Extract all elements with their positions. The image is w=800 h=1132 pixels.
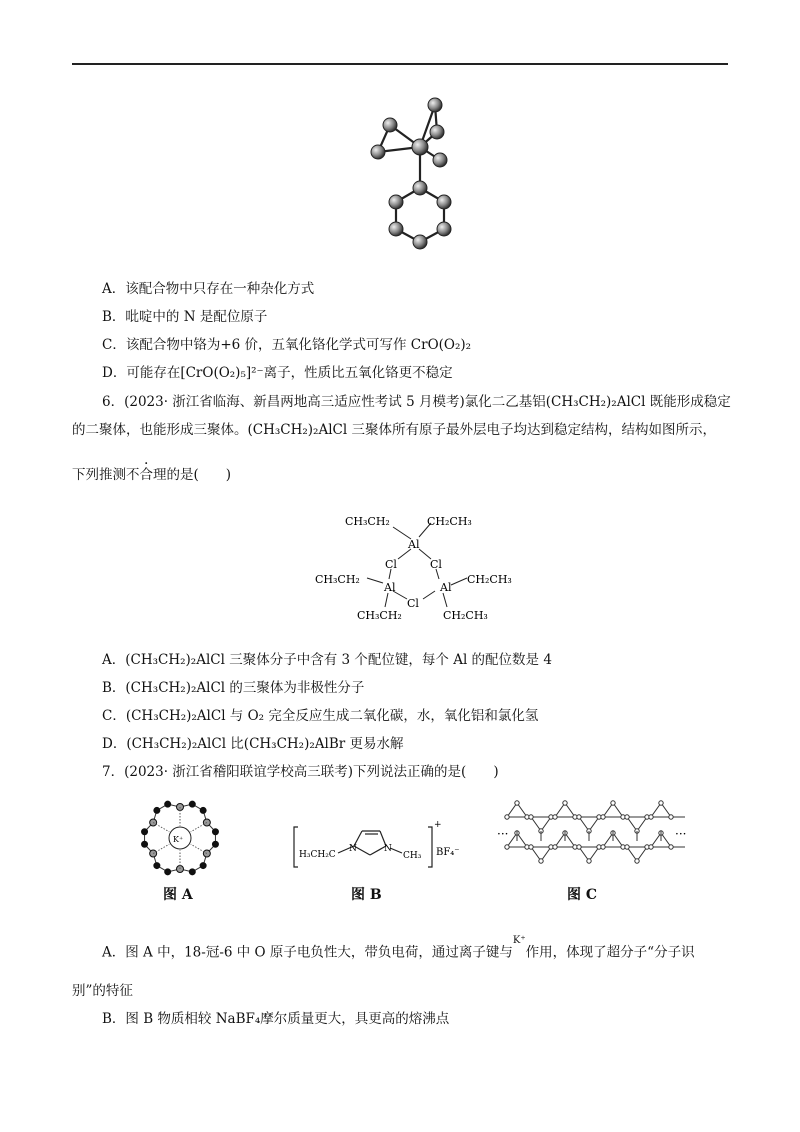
lattice-atom xyxy=(669,815,673,819)
bf4-anion-label: BF₄⁻ xyxy=(436,847,460,858)
lattice-atom xyxy=(669,845,673,849)
q5-option-c: C．该配合物中铬为+6 价，五氧化铬化学式可写作 CrO(O₂)₂ xyxy=(102,337,472,353)
methyl-group-label: CH₃ xyxy=(403,851,422,861)
q7-option-a-line2: 别”的特征 xyxy=(72,983,133,999)
lattice-atom xyxy=(625,845,629,849)
lattice-atom xyxy=(659,801,663,805)
lattice-atom xyxy=(529,815,533,819)
lattice-atom xyxy=(505,815,509,819)
carbon-atom xyxy=(212,841,218,847)
ethyl-label-top-right: CH₂CH₃ xyxy=(427,515,472,528)
emphasis-not-reasonable: 不合理 xyxy=(126,467,167,483)
carbon-atom xyxy=(142,841,148,847)
figure-a-crown-ether xyxy=(130,790,230,890)
lattice-atom xyxy=(649,845,653,849)
al-label-top: Al xyxy=(408,538,420,551)
n2-label: N xyxy=(384,844,392,854)
lattice-atom xyxy=(601,815,605,819)
carbon-atom xyxy=(189,801,195,807)
ethyl-label-bottom-left: CH₃CH₂ xyxy=(357,609,402,622)
ellipsis-left: ··· xyxy=(497,827,509,841)
lattice-atom xyxy=(529,845,533,849)
lattice-atom xyxy=(563,801,567,805)
carbon-atom xyxy=(165,801,171,807)
caption-figure-a: 图 A xyxy=(163,887,193,903)
cation-charge-label: + xyxy=(434,820,442,830)
caption-figure-b: 图 B xyxy=(351,887,382,903)
lattice-atom xyxy=(635,859,639,863)
al-label-right: Al xyxy=(440,581,452,594)
lattice-atom xyxy=(505,845,509,849)
k-ion-label: K⁺ xyxy=(173,835,184,844)
lattice-atom xyxy=(611,801,615,805)
q5-option-a: A．该配合物中只存在一种杂化方式 xyxy=(102,281,315,297)
lattice-atom xyxy=(577,845,581,849)
ethyl-label-top-left: CH₃CH₂ xyxy=(345,515,390,528)
n1-label: N xyxy=(349,844,357,854)
ethyl-label-mid-left: CH₃CH₂ xyxy=(315,573,360,586)
q6-option-d: D．(CH₃CH₂)₂AlCl 比(CH₃CH₂)₂AlBr 更易水解 xyxy=(102,736,404,752)
caption-figure-c: 图 C xyxy=(567,887,598,903)
q6-stem-line2: 的二聚体，也能形成三聚体。(CH₃CH₂)₂AlCl 三聚体所有原子最外层电子均达到稳定结构，结构如图所示， xyxy=(72,422,716,438)
cl-label-left: Cl xyxy=(385,558,397,571)
lattice-atom xyxy=(515,801,519,805)
q7-stem: 7．(2023· 浙江省稽阳联谊学校高三联考)下列说法正确的是( ) xyxy=(102,764,499,780)
cl-label-bottom: Cl xyxy=(407,597,419,610)
lattice-atom xyxy=(539,859,543,863)
figure-c-lattice xyxy=(495,795,695,890)
carbon-atom xyxy=(200,863,206,869)
lattice-atom xyxy=(553,845,557,849)
ethyl-label-bottom-right: CH₂CH₃ xyxy=(443,609,488,622)
header-rule xyxy=(72,63,728,65)
carbon-atom xyxy=(200,807,206,813)
lattice-atom xyxy=(587,859,591,863)
k-ion-superscript: K⁺ xyxy=(512,935,526,946)
ethyl-label-mid-right: CH₂CH₃ xyxy=(467,573,512,586)
lattice-atom xyxy=(553,815,557,819)
chromium-peroxide-pyridine-figure xyxy=(360,92,470,257)
q6-stem-line3: 下列推测不合理的是( ) xyxy=(72,467,232,483)
q5-option-d: D．可能存在[CrO(O₂)₅]²⁻离子，性质比五氧化铬更不稳定 xyxy=(102,365,453,381)
q6-option-b: B．(CH₃CH₂)₂AlCl 的三聚体为非极性分子 xyxy=(102,680,365,696)
al-trimer-structure xyxy=(305,505,525,630)
al-label-left: Al xyxy=(384,581,396,594)
ethyl-group-label: H₃CH₂C xyxy=(299,850,336,860)
carbon-atom xyxy=(154,863,160,869)
q5-option-b: B．吡啶中的 N 是配位原子 xyxy=(102,309,268,325)
carbon-atom xyxy=(212,829,218,835)
figure-b-ionic-liquid xyxy=(290,815,490,875)
ellipsis-right: ··· xyxy=(675,827,687,841)
lattice-atom xyxy=(601,845,605,849)
q6-option-a: A．(CH₃CH₂)₂AlCl 三聚体分子中含有 3 个配位键，每个 Al 的配位数是 4 xyxy=(102,652,552,668)
cl-label-right: Cl xyxy=(430,558,442,571)
q7-option-a-line1: A．图 A 中，18-冠-6 中 O 原子电负性大，带负电荷，通过离子键与$^{K^+}$作用，体现了超分子“分子识 xyxy=(102,935,695,961)
lattice-atom xyxy=(625,815,629,819)
lattice-atom xyxy=(649,815,653,819)
q6-option-c: C．(CH₃CH₂)₂AlCl 与 O₂ 完全反应生成二氧化碳，水，氧化铝和氯化氢 xyxy=(102,708,539,724)
carbon-atom xyxy=(189,869,195,875)
lattice-atom xyxy=(577,815,581,819)
q6-stem-line1: 6．(2023· 浙江省临海、新昌两地高三适应性考试 5 月模考)氯化二乙基铝(CH₃CH₂)₂AlCl 既能形成稳定 xyxy=(102,394,731,410)
carbon-atom xyxy=(165,869,171,875)
carbon-atom xyxy=(142,829,148,835)
carbon-atom xyxy=(154,807,160,813)
q7-option-b: B．图 B 物质相较 NaBF₄摩尔质量更大，具更高的熔沸点 xyxy=(102,1011,450,1027)
